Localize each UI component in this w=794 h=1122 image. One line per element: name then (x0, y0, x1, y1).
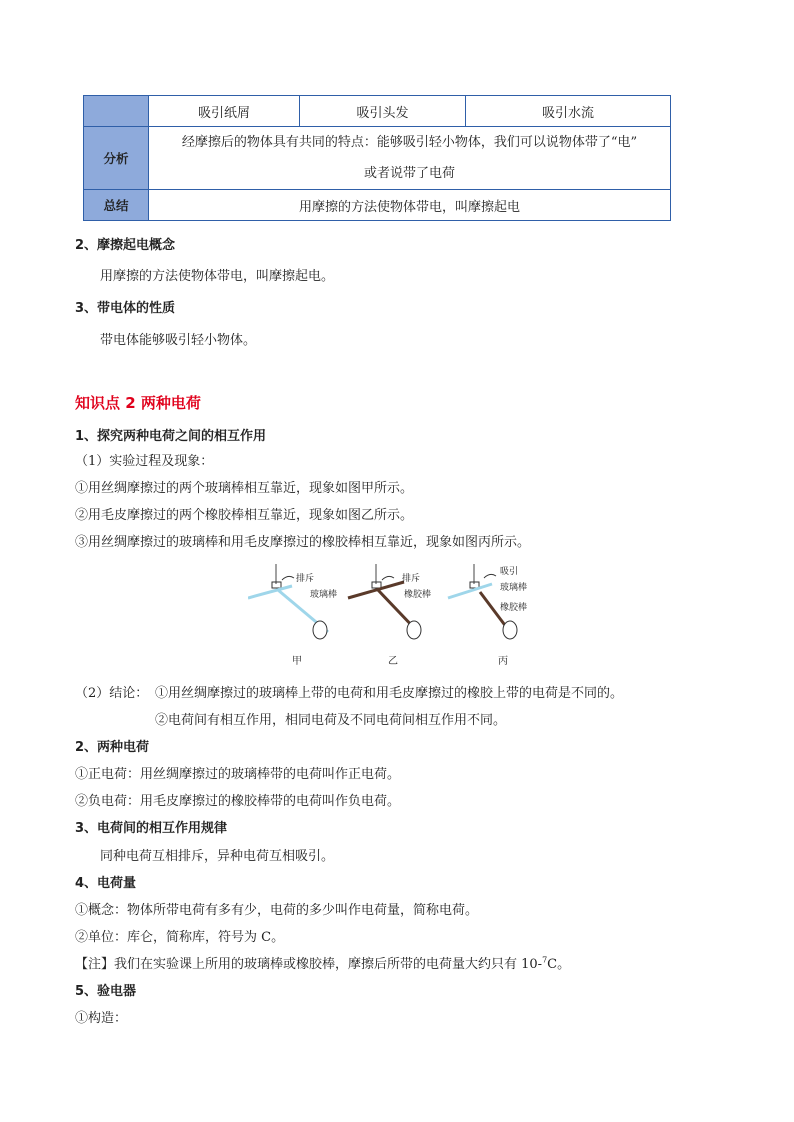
paragraph: （1）实验过程及现象： (75, 454, 214, 469)
summary-cell: 用摩擦的方法使物体带电，叫摩擦起电 (149, 190, 671, 221)
paragraph: 带电体能够吸引轻小物体。 (100, 333, 257, 348)
label-rubber-rod-b: 橡胶棒 (404, 590, 432, 600)
paragraph: 同种电荷互相排斥，异种电荷互相吸引。 (100, 849, 335, 864)
label-rubber-rod-c: 橡胶棒 (500, 603, 528, 613)
table-cell: 吸引纸屑 (149, 96, 300, 127)
conclusion-prefix: （2）结论： (75, 686, 149, 701)
note-text: 【注】我们在实验课上所用的玻璃棒或橡胶棒，摩擦后所带的电荷量大约只有 10- (75, 957, 543, 972)
list-item: ③用丝绸摩擦过的玻璃棒和用毛皮摩擦过的橡胶棒相互靠近，现象如图丙所示。 (75, 535, 531, 550)
list-item: ①概念：物体所带电荷有多有少，电荷的多少叫作电荷量，简称电荷。 (75, 903, 479, 918)
section-heading: 3、电荷间的相互作用规律 (75, 821, 228, 836)
conclusion-1: ①用丝绸摩擦过的玻璃棒上带的电荷和用毛皮摩擦过的橡胶上带的电荷是不同的。 (155, 686, 624, 701)
section-heading: 2、摩擦起电概念 (75, 238, 176, 253)
table-cell: 吸引头发 (300, 96, 466, 127)
table-header-summary: 总结 (84, 190, 149, 221)
section-heading: 5、验电器 (75, 984, 137, 999)
table-cell: 吸引水流 (466, 96, 671, 127)
list-item: ①构造： (75, 1011, 128, 1026)
section-heading: 3、带电体的性质 (75, 301, 176, 316)
experiment-illustration (248, 562, 548, 672)
label-repel-a: 排斥 (296, 574, 315, 584)
caption-bing: 丙 (498, 656, 508, 667)
label-attract-c: 吸引 (500, 567, 519, 577)
caption-jia: 甲 (292, 656, 302, 667)
knowledge-point-title: 知识点 2 两种电荷 (75, 394, 201, 412)
paragraph: 用摩擦的方法使物体带电，叫摩擦起电。 (100, 269, 335, 284)
analysis-line1: 经摩擦后的物体具有共同的特点：能够吸引轻小物体，我们可以说物体带了“电” (181, 135, 638, 150)
label-repel-b: 排斥 (402, 574, 421, 584)
list-item: ②单位：库仑，简称库，符号为 C。 (75, 930, 285, 945)
analysis-line2: 或者说带了电荷 (363, 166, 455, 181)
table-empty-header (84, 96, 149, 127)
table-header-analysis: 分析 (84, 127, 149, 190)
analysis-cell (149, 127, 671, 190)
section-heading: 2、两种电荷 (75, 740, 150, 755)
conclusion-2: ②电荷间有相互作用，相同电荷及不同电荷间相互作用不同。 (155, 713, 507, 728)
summary-table (83, 95, 671, 221)
list-item: ②用毛皮摩擦过的两个橡胶棒相互靠近，现象如图乙所示。 (75, 508, 414, 523)
note-unit: C。 (547, 957, 571, 972)
label-glass-rod-c: 玻璃棒 (500, 583, 528, 593)
note-exponent: 7 (542, 955, 548, 965)
list-item: ①正电荷：用丝绸摩擦过的玻璃棒带的电荷叫作正电荷。 (75, 767, 401, 782)
experiment-figure (248, 562, 548, 672)
list-item: ②负电荷：用毛皮摩擦过的橡胶棒带的电荷叫作负电荷。 (75, 794, 401, 809)
caption-yi: 乙 (388, 656, 398, 667)
section-heading: 1、探究两种电荷之间的相互作用 (75, 429, 267, 444)
list-item: ①用丝绸摩擦过的两个玻璃棒相互靠近，现象如图甲所示。 (75, 481, 414, 496)
note-line (75, 953, 570, 972)
section-heading: 4、电荷量 (75, 876, 137, 891)
label-glass-rod-a: 玻璃棒 (310, 590, 338, 600)
